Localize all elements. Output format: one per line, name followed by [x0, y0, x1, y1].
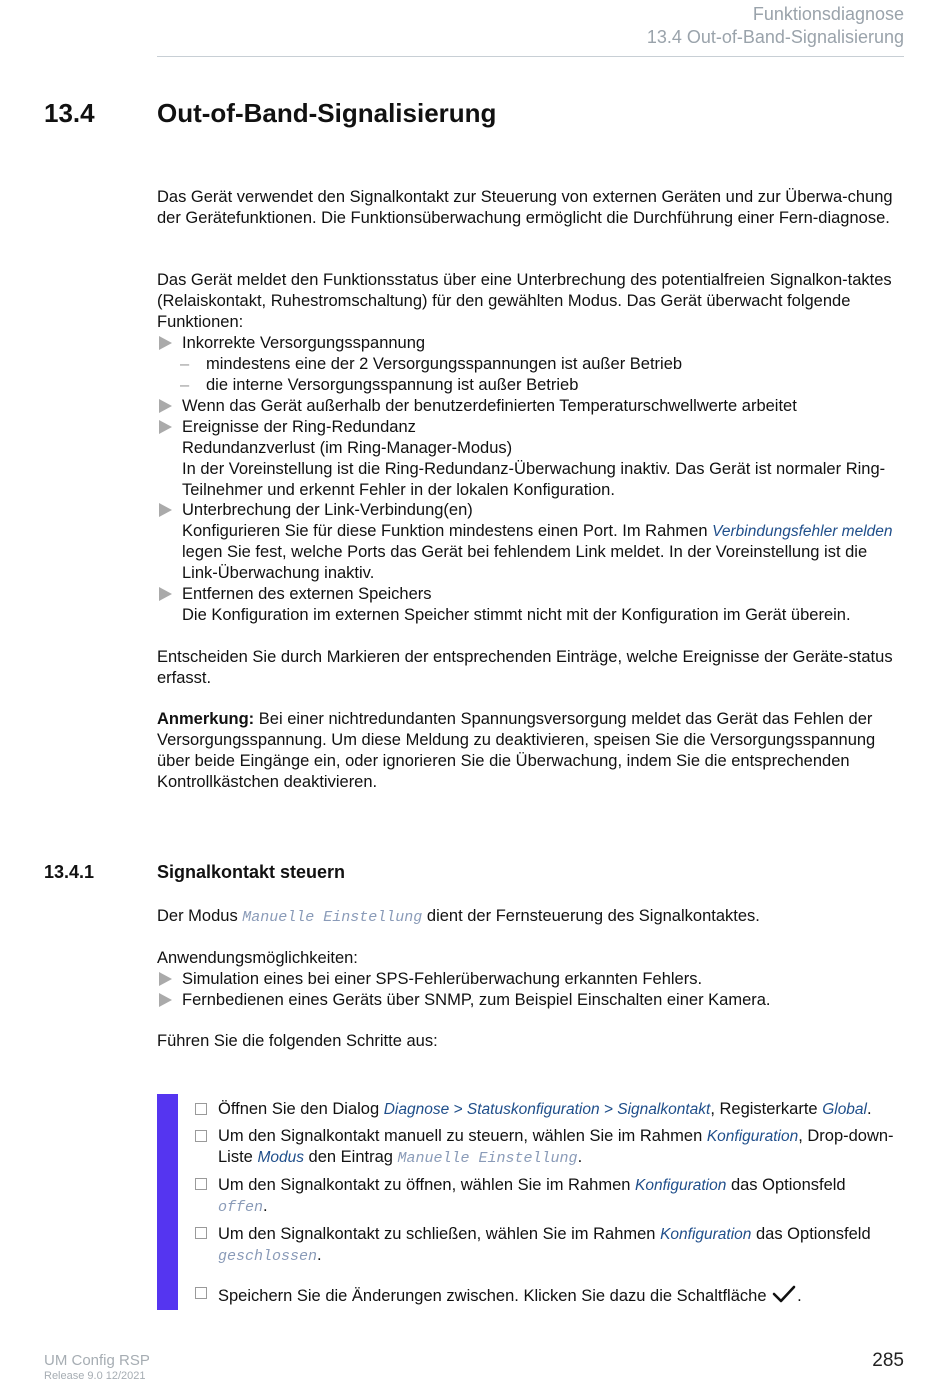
- function-4-text-b: legen Sie fest, welche Ports das Gerät bei fehlendem Link meldet. In der Voreinstellung ist die Link-Überwachung inaktiv.: [182, 543, 868, 582]
- function-4-title: Unterbrechung der Link-Verbindung(en): [182, 501, 473, 519]
- bullet-triangle-icon: [159, 587, 172, 601]
- subsection-intro-a: Der Modus: [157, 907, 243, 925]
- konfiguration-frame-link[interactable]: Konfiguration: [706, 1128, 799, 1145]
- step-checkbox-icon: [195, 1103, 207, 1115]
- bullet-triangle-icon: [159, 503, 172, 517]
- function-4-block: [182, 500, 907, 584]
- step-3-text-a: Um den Signalkontakt zu öffnen, wählen Sie im Rahmen: [218, 1176, 636, 1194]
- bullet-triangle-icon: [159, 420, 172, 434]
- header-rule: [157, 56, 904, 57]
- paragraph-3: Entscheiden Sie durch Markieren der entsprechenden Einträge, welche Ereignisse der Geräte-status erfasst.: [157, 648, 893, 687]
- step-2-text-d: .: [577, 1148, 583, 1166]
- step-2-text-c: den Eintrag: [303, 1148, 398, 1166]
- header-chapter: Funktionsdiagnose: [752, 4, 904, 24]
- subsection-number: 13.4.1: [44, 862, 95, 882]
- bullet-triangle-icon: [159, 993, 172, 1007]
- step-2-text-b: , Drop-down-Liste: [218, 1127, 894, 1166]
- function-5-line-1: Die Konfiguration im externen Speicher stimmt nicht mit der Konfiguration im Gerät überein.: [182, 606, 851, 624]
- checkmark-icon: [771, 1283, 797, 1305]
- manual-mode-value: Manuelle Einstellung: [397, 1150, 578, 1167]
- konfiguration-frame-link[interactable]: Konfiguration: [660, 1226, 752, 1243]
- step-3-text-b: das Optionsfeld: [726, 1176, 846, 1194]
- function-3-block: [182, 417, 907, 501]
- running-header: [647, 3, 904, 49]
- step-checkbox-icon: [195, 1130, 207, 1142]
- intro-paragraph-2: Das Gerät meldet den Funktionsstatus über eine Unterbrechung des potentialfreien Signalkon-taktes (Relaiskontakt, Ruhestromschaltung) für den gewählten Modus. Das Gerät überwacht folgende Funktionen:: [157, 271, 892, 331]
- note-paragraph: [157, 709, 907, 793]
- konfiguration-frame-link[interactable]: Konfiguration: [635, 1177, 727, 1194]
- function-1-sub-2: die interne Versorgungsspannung ist außer Betrieb: [206, 376, 579, 394]
- step-1: [218, 1099, 908, 1120]
- steps-title: Führen Sie die folgenden Schritte aus:: [157, 1032, 438, 1050]
- function-3-line-2: In der Voreinstellung ist die Ring-Redundanz-Überwachung inaktiv. Das Gerät ist normaler Ring-Teilnehmer und erkennt Fehler in der lokalen Konfiguration.: [182, 460, 886, 499]
- verbindungsfehler-melden-link[interactable]: Verbindungsfehler melden: [712, 523, 893, 540]
- step-4-text-a: Um den Signalkontakt zu schließen, wählen Sie im Rahmen: [218, 1225, 661, 1243]
- function-4-text-a: Konfigurieren Sie für diese Funktion mindestens einen Port. Im Rahmen: [182, 522, 713, 540]
- step-4-text-b: das Optionsfeld: [751, 1225, 871, 1243]
- section-title: Out-of-Band-Signalisierung: [157, 98, 497, 128]
- step-checkbox-icon: [195, 1178, 207, 1190]
- step-1-text-c: .: [867, 1100, 872, 1118]
- geschlossen-value: geschlossen: [218, 1248, 318, 1265]
- step-5-text-c: .: [797, 1287, 802, 1305]
- function-5-block: [182, 584, 907, 626]
- step-1-text-a: Öffnen Sie den Dialog: [218, 1100, 384, 1118]
- step-2: [218, 1126, 908, 1169]
- function-5-title: Entfernen des externen Speichers: [182, 585, 432, 603]
- note-text: Bei einer nichtredundanten Spannungsversorgung meldet das Gerät das Fehlen der Versorgungsspannung. Um diese Meldung zu deaktivieren, speisen Sie die Versorgungsspannung über beide Eingänge ein, oder ignorieren Sie die Überwachung, indem Sie die entsprechenden Kontrollkästchen deaktivieren.: [157, 710, 876, 791]
- step-4-text-c: .: [317, 1246, 322, 1264]
- step-5: [218, 1283, 908, 1307]
- mode-value: Manuelle Einstellung: [242, 909, 423, 926]
- use-1: Simulation eines bei einer SPS-Fehlerüberwachung erkannten Fehlers.: [182, 970, 703, 988]
- global-tab-link[interactable]: Global: [822, 1101, 867, 1118]
- header-section: 13.4 Out-of-Band-Signalisierung: [646, 27, 904, 47]
- footer-release: Release 9.0 12/2021: [44, 1370, 146, 1382]
- subsection-intro: [157, 906, 907, 928]
- footer-doc: UM Config RSP: [44, 1352, 150, 1369]
- function-1-title: Inkorrekte Versorgungsspannung: [182, 334, 426, 352]
- step-4: [218, 1224, 908, 1267]
- page-number: 285: [872, 1350, 904, 1371]
- function-3-title: Ereignisse der Ring-Redundanz: [182, 418, 416, 436]
- offen-value: offen: [218, 1199, 264, 1216]
- uses-title: Anwendungsmöglichkeiten:: [157, 949, 358, 967]
- step-3-text-c: .: [263, 1197, 268, 1215]
- step-2-text-a: Um den Signalkontakt manuell zu steuern, wählen Sie im Rahmen: [218, 1127, 707, 1145]
- subsection-intro-b: dient der Fernsteuerung des Signalkontaktes.: [422, 907, 760, 925]
- subsection-title: Signalkontakt steuern: [157, 862, 346, 882]
- function-4-text: [182, 521, 907, 584]
- dash-icon: –: [180, 376, 190, 394]
- step-5-text-a: Speichern Sie die Änderungen zwischen. Klicken Sie dazu die Schaltfläche: [218, 1287, 772, 1305]
- section-number: 13.4: [44, 98, 95, 128]
- step-3: [218, 1175, 908, 1218]
- step-checkbox-icon: [195, 1227, 207, 1239]
- function-3-line-1: Redundanzverlust (im Ring-Manager-Modus): [182, 439, 513, 457]
- note-label: Anmerkung:: [157, 710, 255, 728]
- dialog-path-link[interactable]: Diagnose > Statuskonfiguration > Signalkontakt: [383, 1101, 711, 1118]
- bullet-triangle-icon: [159, 399, 172, 413]
- steps-marker-bar: [157, 1094, 178, 1310]
- footer-left: [44, 1352, 150, 1383]
- modus-list-link[interactable]: Modus: [257, 1149, 304, 1166]
- step-1-text-b: , Registerkarte: [710, 1100, 823, 1118]
- bullet-triangle-icon: [159, 972, 172, 986]
- intro-paragraph-1: Das Gerät verwendet den Signalkontakt zur Steuerung von externen Geräten und zur Überwa-chung der Gerätefunktionen. Die Funktionsüberwachung ermöglicht die Durchführung einer Fern-diagnose.: [157, 188, 893, 227]
- function-1-sub-1: mindestens eine der 2 Versorgungsspannungen ist außer Betrieb: [206, 355, 683, 373]
- bullet-triangle-icon: [159, 336, 172, 350]
- step-checkbox-icon: [195, 1287, 207, 1299]
- function-2-title: Wenn das Gerät außerhalb der benutzerdefinierten Temperaturschwellwerte arbeitet: [182, 397, 797, 415]
- use-2: Fernbedienen eines Geräts über SNMP, zum Beispiel Einschalten einer Kamera.: [182, 991, 771, 1009]
- dash-icon: –: [180, 355, 190, 373]
